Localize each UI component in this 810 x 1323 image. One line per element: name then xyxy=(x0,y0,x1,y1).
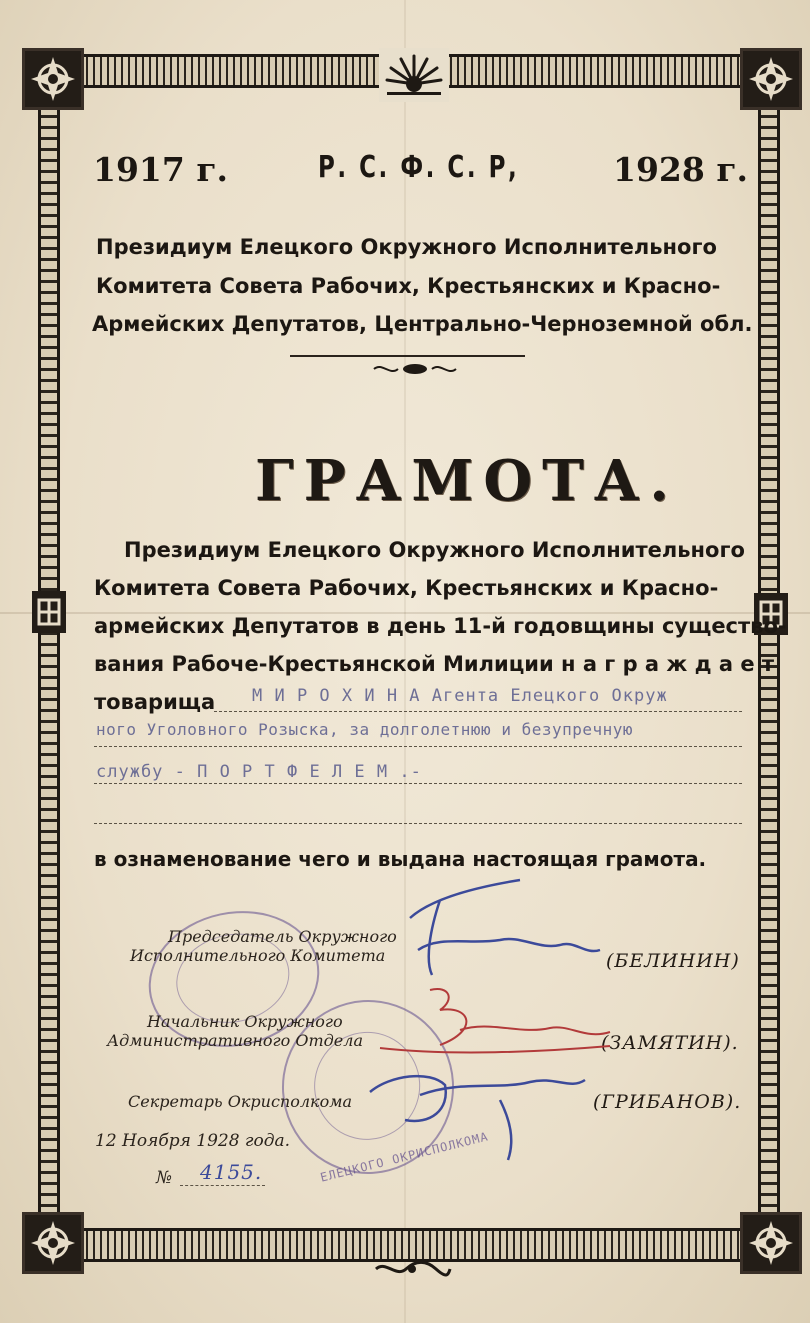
closing-line: в ознаменование чего и выдана настоящая грамота. xyxy=(94,847,707,871)
signatory-title: Начальник Окружного xyxy=(147,1012,343,1031)
signature-zamyatin xyxy=(380,989,610,1052)
recipient-label: товарища xyxy=(94,690,216,714)
body-line: армейских Депутатов в день 11-й годовщины существо- xyxy=(94,614,787,638)
issuer-line: Армейских Депутатов, Центрально-Черноземной обл. xyxy=(92,312,753,336)
signatory-title: Административного Отдела xyxy=(107,1031,363,1050)
typed-recipient: М И Р О Х И Н А Агента Елецкого Окруж xyxy=(252,686,668,706)
typed-award: службу - П О Р Т Ф Е Л Е М .- xyxy=(96,762,422,782)
document-title: ГРАМОТА. xyxy=(255,448,679,514)
signatory-title: Председатель Окружного xyxy=(168,927,397,946)
signatory-name: (ЗАМЯТИН). xyxy=(601,1032,739,1054)
document-number: 4155. xyxy=(200,1160,263,1184)
year-end: 1928 г. xyxy=(613,150,749,189)
signatory-name: (ГРИБАНОВ). xyxy=(593,1091,742,1113)
signatory-title: Исполнительного Комитета xyxy=(130,946,386,965)
year-start: 1917 г. xyxy=(93,150,229,189)
signature-belinin xyxy=(410,880,600,975)
signatory-name: (БЕЛИНИН) xyxy=(606,950,740,972)
body-line: вания Рабоче-Крестьянской Милиции н а г р а ж д а е т xyxy=(94,652,775,676)
number-line xyxy=(180,1185,265,1186)
issuer-line: Президиум Елецкого Окружного Исполнительного xyxy=(96,235,717,259)
body-line: Президиум Елецкого Окружного Исполнительного xyxy=(124,538,745,562)
issuer-line: Комитета Совета Рабочих, Крестьянских и Красно- xyxy=(96,274,721,298)
number-label: № xyxy=(156,1168,173,1188)
republic-name: Р. С. Ф. С. Р, xyxy=(318,150,520,185)
typed-reason: ного Уголовного Розыска, за долголетнюю и безупречную xyxy=(96,720,634,739)
stamp-text: ЕЛЕЦКОГО ОКРИСПОЛКОМА xyxy=(318,1129,490,1185)
signature-gribanov xyxy=(370,1076,585,1160)
body-line: Комитета Совета Рабочих, Крестьянских и Красно- xyxy=(94,576,719,600)
signatory-title: Секретарь Окрисполкома xyxy=(128,1092,353,1111)
issue-date: 12 Ноября 1928 года. xyxy=(95,1131,291,1151)
